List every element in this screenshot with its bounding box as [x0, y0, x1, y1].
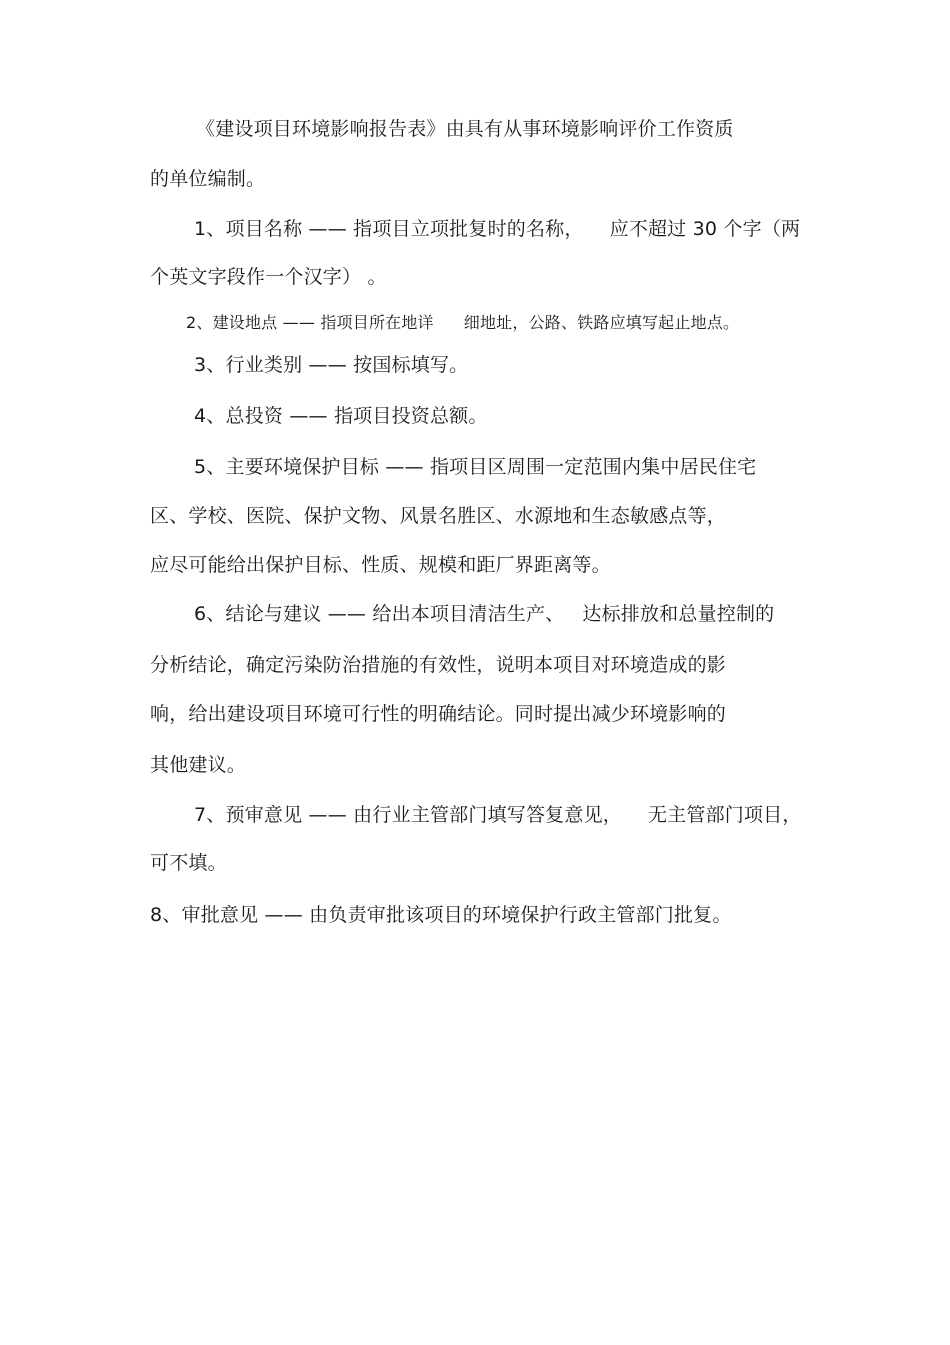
intro-line-2: 的单位编制。	[150, 168, 266, 190]
item-6-line-4: 其他建议。	[150, 754, 247, 776]
item-5-line-3: 应尽可能给出保护目标、性质、规模和距厂界距离等。	[150, 554, 611, 576]
item-7-line-2: 可不填。	[150, 852, 227, 874]
item-5-line-2: 区、学校、医院、保护文物、风景名胜区、水源地和生态敏感点等，	[150, 505, 727, 527]
item-7-line-1b: 无主管部门项目，	[647, 804, 802, 826]
item-8-line-1: 8、审批意见 —— 由负责审批该项目的环境保护行政主管部门批复。	[150, 904, 732, 926]
item-5-line-1: 5、主要环境保护目标 —— 指项目区周围一定范围内集中居民住宅	[194, 456, 757, 478]
item-6-line-1b: 达标排放和总量控制的	[582, 603, 775, 625]
item-1-line-1	[194, 216, 800, 242]
item-6-line-1a: 6、结论与建议 —— 给出本项目清洁生产、	[194, 603, 565, 625]
item-6-line-2: 分析结论，确定污染防治措施的有效性，说明本项目对环境造成的影	[150, 654, 727, 676]
item-7-line-1a: 7、预审意见 —— 由行业主管部门填写答复意见，	[194, 804, 622, 826]
item-1-line-1b: 应不超过 30 个字（两	[609, 218, 801, 240]
item-4-line-1: 4、总投资 —— 指项目投资总额。	[194, 405, 488, 427]
item-6-line-3: 响，给出建设项目环境可行性的明确结论。同时提出减少环境影响的	[150, 703, 727, 725]
item-1-line-2: 个英文字段作一个汉字） 。	[150, 266, 387, 288]
item-6-line-1	[194, 601, 774, 627]
item-1-line-1a: 1、项目名称 —— 指项目立项批复时的名称，	[194, 218, 584, 240]
item-2-line-1	[186, 310, 739, 336]
item-2-line-1b: 细地址，公路、铁路应填写起止地点。	[463, 313, 740, 332]
item-2-line-1a: 2、建设地点 —— 指项目所在地详	[186, 313, 434, 332]
item-7-line-1	[194, 802, 802, 828]
item-3-line-1: 3、行业类别 —— 按国标填写。	[194, 354, 469, 376]
intro-line-1: 《建设项目环境影响报告表》由具有从事环境影响评价工作资质	[196, 118, 734, 140]
